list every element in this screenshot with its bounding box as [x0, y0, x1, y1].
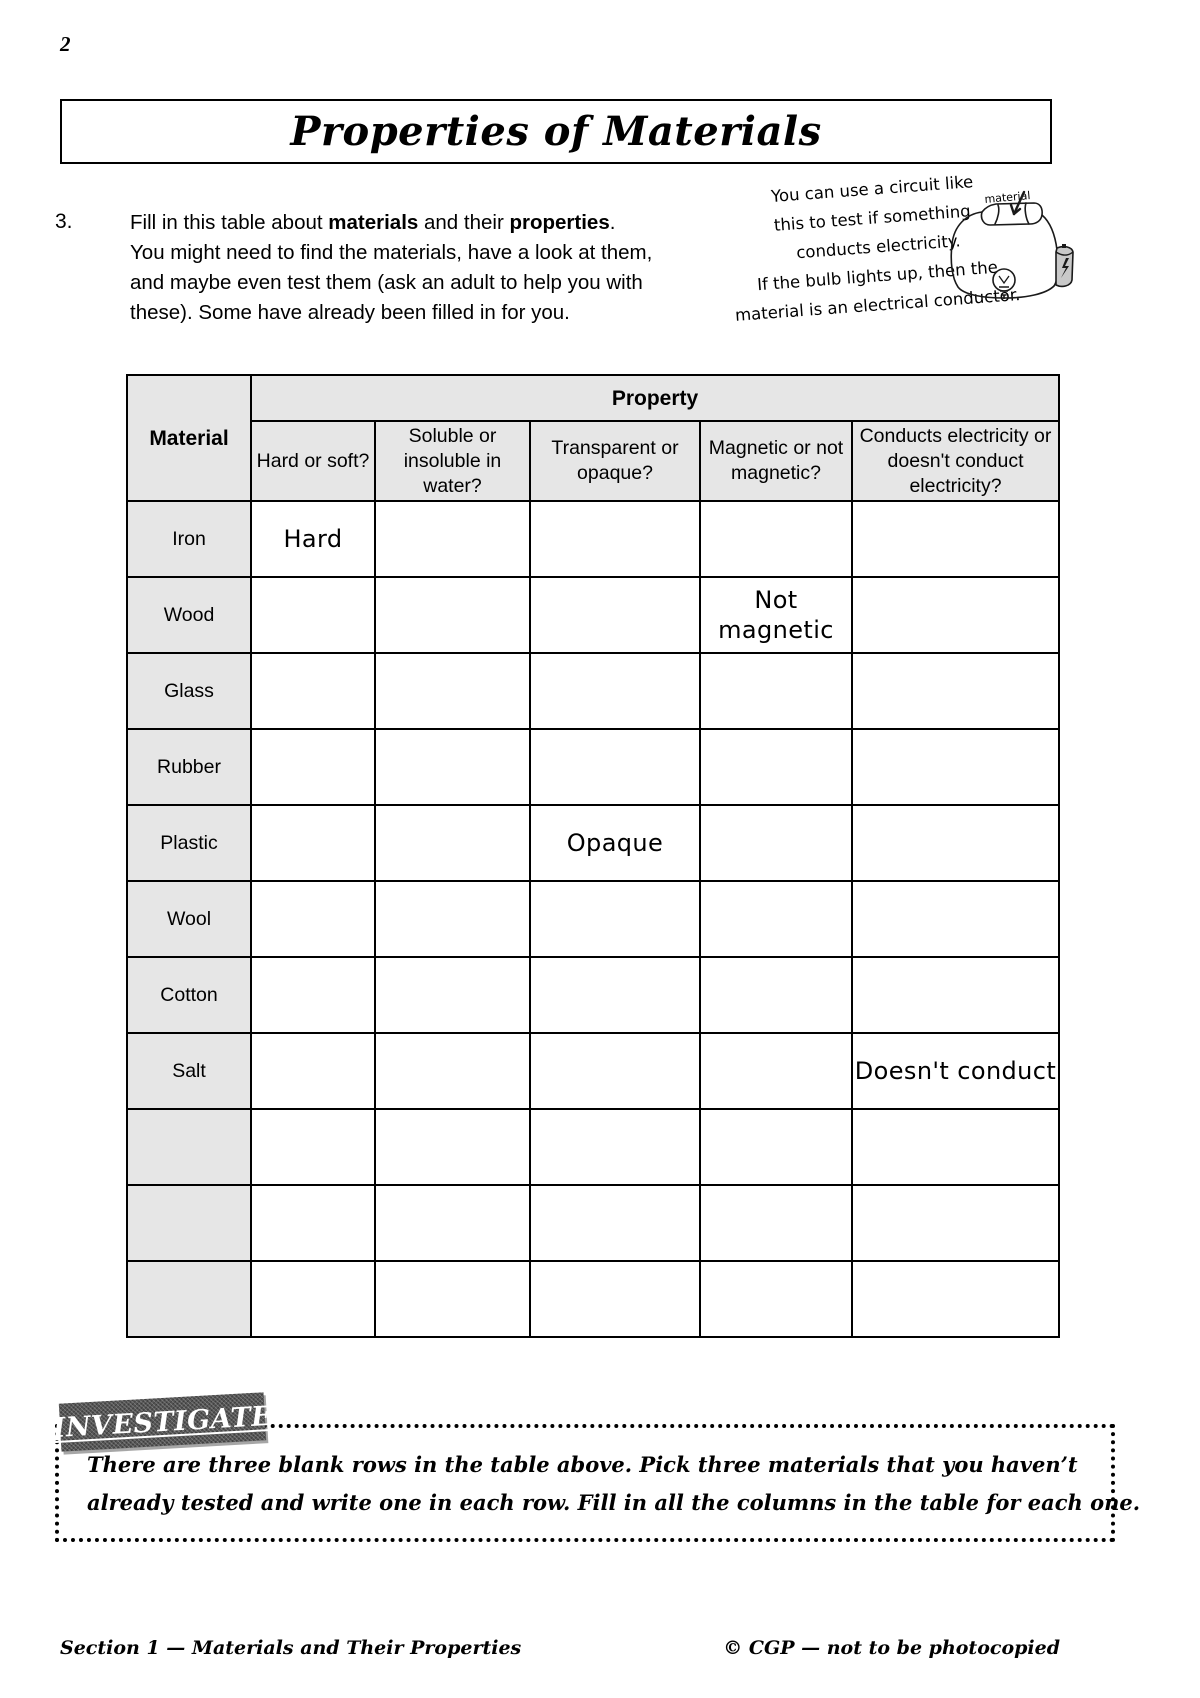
table-row [127, 957, 1059, 1033]
table-header-conducts-electricity: Conducts electricity or doesn't conduct electricity? [852, 421, 1059, 501]
question-line1-part2: and their [418, 211, 510, 234]
page-footer [60, 1637, 1060, 1659]
cell-glass-transparent[interactable] [530, 653, 700, 729]
page-number: 2 [60, 32, 71, 56]
cell-iron-conducts[interactable] [852, 501, 1059, 577]
table-header-magnetic-or-not: Magnetic or not magnetic? [700, 421, 852, 501]
table-row [127, 805, 1059, 881]
note-line-1: You can use a circuit like [770, 172, 974, 206]
cell-plastic-magnetic[interactable] [700, 805, 852, 881]
cell-iron-hard-or-soft[interactable]: Hard [251, 501, 375, 577]
cell-salt-conducts[interactable]: Doesn't conduct [852, 1033, 1059, 1109]
circuit-note [716, 172, 1076, 361]
table-row [127, 1261, 1059, 1337]
table-row [127, 1109, 1059, 1185]
row-label-wool: Wool [127, 881, 251, 957]
table-row [127, 501, 1059, 577]
cell-wood-conducts[interactable] [852, 577, 1059, 653]
cell-blank2-magnetic[interactable] [700, 1185, 852, 1261]
cell-rubber-transparent[interactable] [530, 729, 700, 805]
circuit-material-label: material [984, 188, 1031, 206]
cell-glass-soluble[interactable] [375, 653, 530, 729]
cell-rubber-conducts[interactable] [852, 729, 1059, 805]
cell-salt-soluble[interactable] [375, 1033, 530, 1109]
circuit-diagram-icon [938, 188, 1076, 316]
cell-plastic-transparent[interactable]: Opaque [530, 805, 700, 881]
cell-cotton-transparent[interactable] [530, 957, 700, 1033]
table-body [127, 501, 1059, 1337]
cell-blank2-soluble[interactable] [375, 1185, 530, 1261]
cell-blank1-transparent[interactable] [530, 1109, 700, 1185]
note-line-4: If the bulb lights up, then the [756, 257, 999, 295]
cell-rubber-soluble[interactable] [375, 729, 530, 805]
cell-blank3-soluble[interactable] [375, 1261, 530, 1337]
investigate-block [51, 1398, 1141, 1548]
question-line2: You might need to find the materials, have a look at them, [130, 241, 653, 264]
table-row [127, 1185, 1059, 1261]
table-row [127, 1033, 1059, 1109]
cell-blank1-hard-or-soft[interactable] [251, 1109, 375, 1185]
table-header-soluble-or-insoluble: Soluble or insoluble in water? [375, 421, 530, 501]
cell-wood-hard-or-soft[interactable] [251, 577, 375, 653]
row-label-rubber: Rubber [127, 729, 251, 805]
table-row [127, 653, 1059, 729]
cell-wool-hard-or-soft[interactable] [251, 881, 375, 957]
question-block [55, 208, 715, 328]
note-line-3: conducts electricity. [795, 231, 962, 263]
cell-salt-transparent[interactable] [530, 1033, 700, 1109]
cell-wood-soluble[interactable] [375, 577, 530, 653]
row-label-blank-2[interactable] [127, 1185, 251, 1261]
note-line-5: material is an electrical conductor. [734, 285, 1021, 325]
investigate-line-2: already tested and write one in each row. Fill in all the columns in the table for each one. [87, 1490, 1141, 1515]
cell-blank2-conducts[interactable] [852, 1185, 1059, 1261]
cell-blank2-hard-or-soft[interactable] [251, 1185, 375, 1261]
cell-blank1-magnetic[interactable] [700, 1109, 852, 1185]
table-head [127, 375, 1059, 501]
cell-cotton-hard-or-soft[interactable] [251, 957, 375, 1033]
cell-plastic-conducts[interactable] [852, 805, 1059, 881]
footer-copyright: © CGP — not to be photocopied [723, 1637, 1060, 1659]
row-label-iron: Iron [127, 501, 251, 577]
cell-salt-magnetic[interactable] [700, 1033, 852, 1109]
investigate-text [87, 1446, 1141, 1522]
cell-wood-magnetic[interactable]: Not magnetic [700, 577, 852, 653]
table-header-material: Material [127, 375, 251, 501]
page-title: Properties of Materials [290, 108, 822, 155]
cell-iron-soluble[interactable] [375, 501, 530, 577]
cell-wool-magnetic[interactable] [700, 881, 852, 957]
cell-plastic-soluble[interactable] [375, 805, 530, 881]
cell-glass-conducts[interactable] [852, 653, 1059, 729]
question-number: 3. [55, 210, 73, 233]
cell-blank3-hard-or-soft[interactable] [251, 1261, 375, 1337]
table-header-property: Property [251, 375, 1059, 421]
cell-rubber-magnetic[interactable] [700, 729, 852, 805]
page-title-bar [60, 99, 1052, 164]
cell-blank3-conducts[interactable] [852, 1261, 1059, 1337]
cell-cotton-magnetic[interactable] [700, 957, 852, 1033]
cell-glass-hard-or-soft[interactable] [251, 653, 375, 729]
row-label-cotton: Cotton [127, 957, 251, 1033]
table-row [127, 729, 1059, 805]
table-header-row-property [127, 375, 1059, 421]
cell-wool-conducts[interactable] [852, 881, 1059, 957]
cell-iron-magnetic[interactable] [700, 501, 852, 577]
row-label-plastic: Plastic [127, 805, 251, 881]
cell-cotton-conducts[interactable] [852, 957, 1059, 1033]
question-line1-part1: Fill in this table about [130, 211, 329, 234]
table-row [127, 881, 1059, 957]
cell-blank3-transparent[interactable] [530, 1261, 700, 1337]
cell-rubber-hard-or-soft[interactable] [251, 729, 375, 805]
materials-properties-table [126, 374, 1060, 1338]
question-keyword-properties: properties [509, 211, 610, 234]
row-label-blank-3[interactable] [127, 1261, 251, 1337]
table-header-row-columns [127, 421, 1059, 501]
cell-blank3-magnetic[interactable] [700, 1261, 852, 1337]
cell-cotton-soluble[interactable] [375, 957, 530, 1033]
question-line1-part3: . [609, 211, 616, 234]
investigate-badge-label: INVESTIGATE [51, 1400, 274, 1444]
footer-section-label: Section 1 — Materials and Their Properties [60, 1637, 522, 1659]
row-label-salt: Salt [127, 1033, 251, 1109]
cell-iron-transparent[interactable] [530, 501, 700, 577]
question-line3: and maybe even test them (ask an adult to help you with [130, 271, 643, 294]
cell-blank1-soluble[interactable] [375, 1109, 530, 1185]
question-text [130, 208, 715, 328]
table-header-hard-or-soft: Hard or soft? [251, 421, 375, 501]
cell-wood-transparent[interactable] [530, 577, 700, 653]
row-label-blank-1[interactable] [127, 1109, 251, 1185]
note-line-2: this to test if something [773, 201, 972, 235]
cell-plastic-hard-or-soft[interactable] [251, 805, 375, 881]
cell-wool-soluble[interactable] [375, 881, 530, 957]
question-line4: these). Some have already been filled in for you. [130, 301, 570, 324]
table-row [127, 577, 1059, 653]
cell-salt-hard-or-soft[interactable] [251, 1033, 375, 1109]
question-keyword-materials: materials [328, 211, 419, 234]
row-label-wood: Wood [127, 577, 251, 653]
investigate-line-1: There are three blank rows in the table above. Pick three materials that you haven’t [87, 1452, 1078, 1477]
cell-glass-magnetic[interactable] [700, 653, 852, 729]
cell-wool-transparent[interactable] [530, 881, 700, 957]
cell-blank1-conducts[interactable] [852, 1109, 1059, 1185]
cell-blank2-transparent[interactable] [530, 1185, 700, 1261]
table-header-transparent-or-opaque: Transparent or opaque? [530, 421, 700, 501]
row-label-glass: Glass [127, 653, 251, 729]
